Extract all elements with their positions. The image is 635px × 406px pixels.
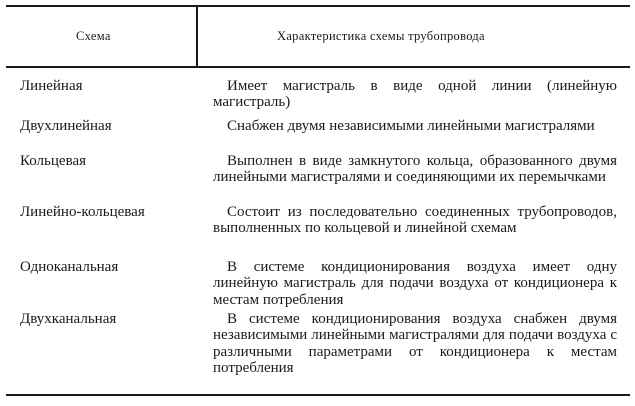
header-column-divider <box>196 6 198 67</box>
row-5-description: В системе кондиционирования воздуха имеет одну линейную магистраль для подачи воздуха от кондиционера к местам потребления <box>213 259 617 308</box>
header-bottom-rule <box>6 66 630 68</box>
header-characteristic: Характеристика схемы трубопровода <box>277 29 485 43</box>
row-2-description: Снабжен двумя независимыми линейными магистралями <box>227 118 595 134</box>
row-3-description: Выполнен в виде замкнутого кольца, образованного двумя линейными магистралями и соединяющими их перемычками <box>213 153 617 186</box>
row-5-scheme-name: Одноканальная <box>20 259 119 275</box>
row-1-description: Имеет магистраль в виде одной линии (линейную магистраль) <box>213 78 617 111</box>
row-6-description: В системе кондиционирования воздуха снабжен двумя независимыми линейными магистралями для подачи воздуха с различными параметрами от кондиционера к местам потребления <box>213 311 617 377</box>
table-bottom-rule <box>6 394 630 396</box>
row-2-scheme-name: Двухлинейная <box>20 118 112 134</box>
row-1-scheme-name: Линейная <box>20 78 83 94</box>
row-6-scheme-name: Двухканальная <box>20 311 117 327</box>
table-top-rule <box>6 5 630 7</box>
header-scheme: Схема <box>76 29 111 43</box>
row-3-scheme-name: Кольцевая <box>20 153 87 169</box>
row-4-scheme-name: Линейно-кольцевая <box>20 204 145 220</box>
row-4-description: Состоит из последовательно соединенных трубопроводов, выполненных по кольцевой и линейной схемам <box>213 204 617 237</box>
